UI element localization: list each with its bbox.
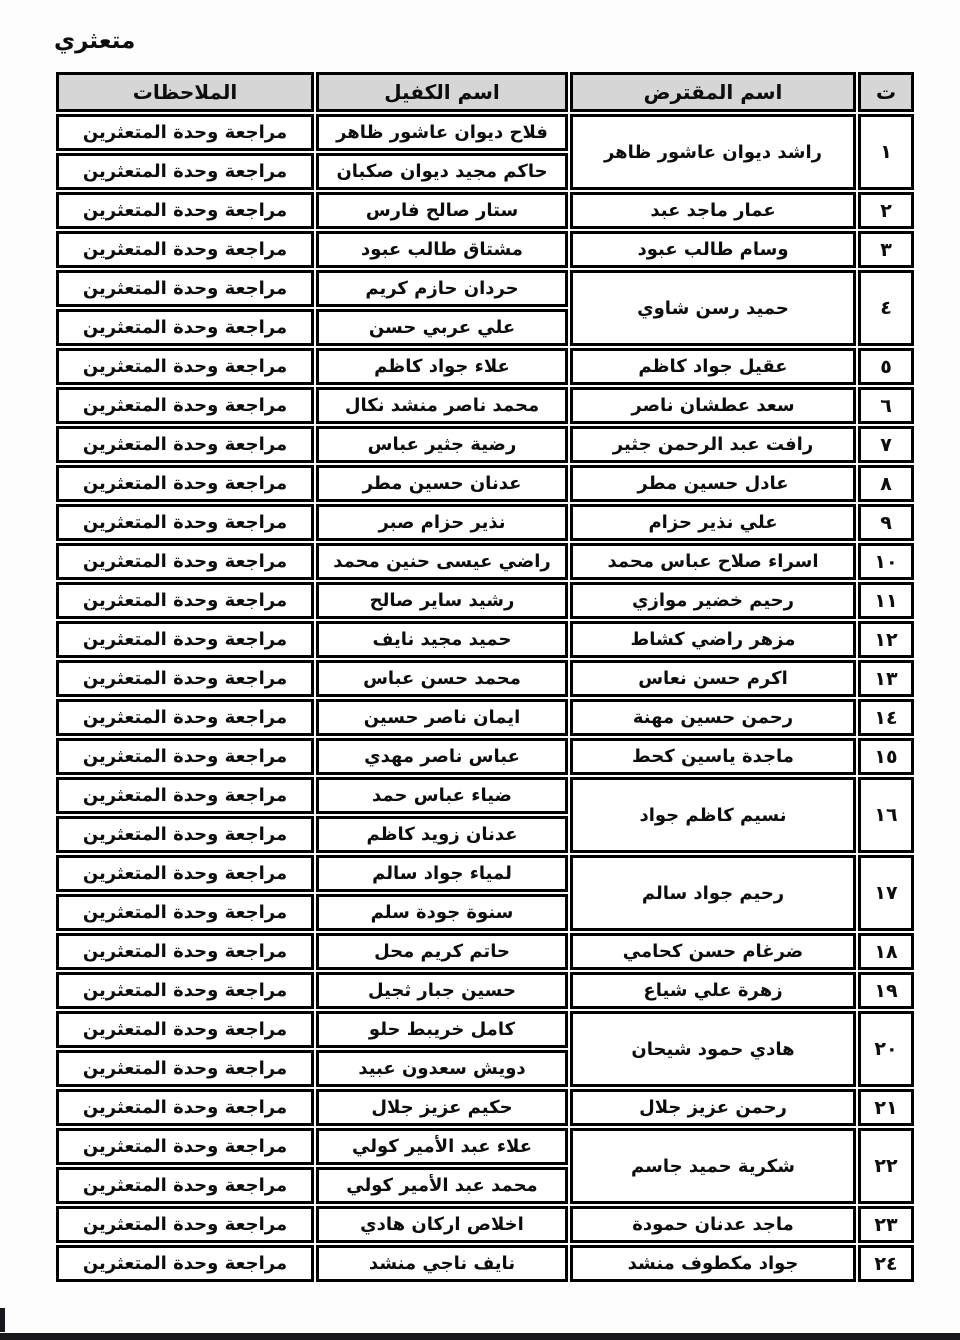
notes-cell: مراجعة وحدة المتعثرين bbox=[56, 153, 314, 190]
notes-cell: مراجعة وحدة المتعثرين bbox=[56, 1167, 314, 1204]
borrower-name-cell: عقيل جواد كاظم bbox=[570, 348, 856, 385]
guarantor-name-cell: ستار صالح فارس bbox=[316, 192, 568, 229]
guarantor-name-cell: علاء جواد كاظم bbox=[316, 348, 568, 385]
row-number-cell: ١٢ bbox=[858, 621, 914, 658]
borrower-name-cell: اسراء صلاح عباس محمد bbox=[570, 543, 856, 580]
column-header-guarantor: اسم الكفيل bbox=[316, 72, 568, 112]
guarantor-name-cell: محمد عبد الأمير كولي bbox=[316, 1167, 568, 1204]
row-number-cell: ٢٤ bbox=[858, 1245, 914, 1282]
row-number-cell: ١٤ bbox=[858, 699, 914, 736]
table-row bbox=[56, 387, 914, 424]
guarantor-name-cell: علاء عبد الأمير كولي bbox=[316, 1128, 568, 1165]
table-row bbox=[56, 1206, 914, 1243]
guarantor-name-cell: سنوة جودة سلم bbox=[316, 894, 568, 931]
row-number-cell: ١٩ bbox=[858, 972, 914, 1009]
row-number-cell: ٥ bbox=[858, 348, 914, 385]
notes-cell: مراجعة وحدة المتعثرين bbox=[56, 504, 314, 541]
table-row bbox=[56, 972, 914, 1009]
borrower-name-cell: ماجد عدنان حمودة bbox=[570, 1206, 856, 1243]
table-row bbox=[56, 1245, 914, 1282]
table-row bbox=[56, 933, 914, 970]
row-number-cell: ١٨ bbox=[858, 933, 914, 970]
row-number-cell: ١٧ bbox=[858, 855, 914, 931]
borrower-name-cell: ضرغام حسن كحامي bbox=[570, 933, 856, 970]
borrower-name-cell: وسام طالب عبود bbox=[570, 231, 856, 268]
page-title: متعثري bbox=[54, 28, 136, 54]
borrower-name-cell: شكرية حميد جاسم bbox=[570, 1128, 856, 1204]
guarantor-name-cell: لمياء جواد سالم bbox=[316, 855, 568, 892]
borrower-name-cell: رحيم خضير موازي bbox=[570, 582, 856, 619]
borrower-name-cell: عمار ماجد عبد bbox=[570, 192, 856, 229]
table-body bbox=[56, 114, 914, 1282]
guarantor-name-cell: دويش سعدون عبيد bbox=[316, 1050, 568, 1087]
notes-cell: مراجعة وحدة المتعثرين bbox=[56, 660, 314, 697]
borrower-name-cell: زهرة علي شياع bbox=[570, 972, 856, 1009]
row-number-cell: ٢ bbox=[858, 192, 914, 229]
guarantor-name-cell: ضياء عباس حمد bbox=[316, 777, 568, 814]
notes-cell: مراجعة وحدة المتعثرين bbox=[56, 270, 314, 307]
table-row bbox=[56, 699, 914, 736]
borrower-name-cell: رحمن عزيز جلال bbox=[570, 1089, 856, 1126]
notes-cell: مراجعة وحدة المتعثرين bbox=[56, 348, 314, 385]
guarantor-name-cell: عدنان حسين مطر bbox=[316, 465, 568, 502]
table-row bbox=[56, 426, 914, 463]
row-number-cell: ٢١ bbox=[858, 1089, 914, 1126]
borrower-name-cell: اكرم حسن نعاس bbox=[570, 660, 856, 697]
notes-cell: مراجعة وحدة المتعثرين bbox=[56, 387, 314, 424]
notes-cell: مراجعة وحدة المتعثرين bbox=[56, 426, 314, 463]
notes-cell: مراجعة وحدة المتعثرين bbox=[56, 777, 314, 814]
notes-cell: مراجعة وحدة المتعثرين bbox=[56, 582, 314, 619]
column-header-no: ت bbox=[858, 72, 914, 112]
notes-cell: مراجعة وحدة المتعثرين bbox=[56, 816, 314, 853]
borrower-name-cell: جواد مكطوف منشد bbox=[570, 1245, 856, 1282]
table-row bbox=[56, 777, 914, 814]
table-row bbox=[56, 465, 914, 502]
notes-cell: مراجعة وحدة المتعثرين bbox=[56, 699, 314, 736]
borrower-name-cell: سعد عطشان ناصر bbox=[570, 387, 856, 424]
notes-cell: مراجعة وحدة المتعثرين bbox=[56, 894, 314, 931]
borrower-name-cell: عادل حسين مطر bbox=[570, 465, 856, 502]
guarantor-name-cell: فلاح ديوان عاشور ظاهر bbox=[316, 114, 568, 151]
row-number-cell: ١٥ bbox=[858, 738, 914, 775]
borrower-name-cell: ماجدة ياسين كحط bbox=[570, 738, 856, 775]
guarantor-name-cell: عدنان زويد كاظم bbox=[316, 816, 568, 853]
table-row bbox=[56, 738, 914, 775]
row-number-cell: ٩ bbox=[858, 504, 914, 541]
table-row bbox=[56, 1128, 914, 1165]
table-row bbox=[56, 192, 914, 229]
notes-cell: مراجعة وحدة المتعثرين bbox=[56, 1245, 314, 1282]
notes-cell: مراجعة وحدة المتعثرين bbox=[56, 1011, 314, 1048]
row-number-cell: ١٠ bbox=[858, 543, 914, 580]
borrower-name-cell: هادي حمود شيحان bbox=[570, 1011, 856, 1087]
borrower-name-cell: نسيم كاظم جواد bbox=[570, 777, 856, 853]
guarantor-name-cell: محمد حسن عباس bbox=[316, 660, 568, 697]
guarantor-name-cell: حاكم مجيد ديوان صكبان bbox=[316, 153, 568, 190]
defaulters-table bbox=[54, 70, 916, 1284]
notes-cell: مراجعة وحدة المتعثرين bbox=[56, 231, 314, 268]
borrower-name-cell: علي نذير حزام bbox=[570, 504, 856, 541]
header-row bbox=[56, 72, 914, 112]
notes-cell: مراجعة وحدة المتعثرين bbox=[56, 114, 314, 151]
guarantor-name-cell: حميد مجيد نايف bbox=[316, 621, 568, 658]
borrower-name-cell: رحمن حسين مهنة bbox=[570, 699, 856, 736]
row-number-cell: ٢٠ bbox=[858, 1011, 914, 1087]
guarantor-name-cell: رضية جثير عباس bbox=[316, 426, 568, 463]
notes-cell: مراجعة وحدة المتعثرين bbox=[56, 933, 314, 970]
guarantor-name-cell: محمد ناصر منشد نكال bbox=[316, 387, 568, 424]
row-number-cell: ١١ bbox=[858, 582, 914, 619]
borrower-name-cell: حميد رسن شاوي bbox=[570, 270, 856, 346]
table-row bbox=[56, 114, 914, 151]
notes-cell: مراجعة وحدة المتعثرين bbox=[56, 1128, 314, 1165]
notes-cell: مراجعة وحدة المتعثرين bbox=[56, 465, 314, 502]
guarantor-name-cell: رشيد ساير صالح bbox=[316, 582, 568, 619]
row-number-cell: ١ bbox=[858, 114, 914, 190]
guarantor-name-cell: نذير حزام صبر bbox=[316, 504, 568, 541]
guarantor-name-cell: مشتاق طالب عبود bbox=[316, 231, 568, 268]
row-number-cell: ٢٢ bbox=[858, 1128, 914, 1204]
table-row bbox=[56, 1089, 914, 1126]
row-number-cell: ٤ bbox=[858, 270, 914, 346]
table-row bbox=[56, 1011, 914, 1048]
row-number-cell: ٢٣ bbox=[858, 1206, 914, 1243]
table-row bbox=[56, 348, 914, 385]
guarantor-name-cell: نايف ناجي منشد bbox=[316, 1245, 568, 1282]
notes-cell: مراجعة وحدة المتعثرين bbox=[56, 543, 314, 580]
guarantor-name-cell: حسين جبار ثجيل bbox=[316, 972, 568, 1009]
notes-cell: مراجعة وحدة المتعثرين bbox=[56, 738, 314, 775]
guarantor-name-cell: علي عربي حسن bbox=[316, 309, 568, 346]
guarantor-name-cell: كامل خريبط حلو bbox=[316, 1011, 568, 1048]
table-row bbox=[56, 582, 914, 619]
notes-cell: مراجعة وحدة المتعثرين bbox=[56, 1089, 314, 1126]
notes-cell: مراجعة وحدة المتعثرين bbox=[56, 855, 314, 892]
column-header-notes: الملاحظات bbox=[56, 72, 314, 112]
notes-cell: مراجعة وحدة المتعثرين bbox=[56, 972, 314, 1009]
notes-cell: مراجعة وحدة المتعثرين bbox=[56, 309, 314, 346]
guarantor-name-cell: اخلاص اركان هادي bbox=[316, 1206, 568, 1243]
notes-cell: مراجعة وحدة المتعثرين bbox=[56, 192, 314, 229]
table-row bbox=[56, 504, 914, 541]
table-row bbox=[56, 621, 914, 658]
row-number-cell: ٦ bbox=[858, 387, 914, 424]
column-header-borrower: اسم المقترض bbox=[570, 72, 856, 112]
borrower-name-cell: رحيم جواد سالم bbox=[570, 855, 856, 931]
borrower-name-cell: راشد ديوان عاشور ظاهر bbox=[570, 114, 856, 190]
notes-cell: مراجعة وحدة المتعثرين bbox=[56, 1206, 314, 1243]
row-number-cell: ٨ bbox=[858, 465, 914, 502]
guarantor-name-cell: حكيم عزيز جلال bbox=[316, 1089, 568, 1126]
bottom-scan-bar bbox=[0, 1333, 960, 1340]
notes-cell: مراجعة وحدة المتعثرين bbox=[56, 1050, 314, 1087]
table-row bbox=[56, 543, 914, 580]
table-row bbox=[56, 660, 914, 697]
table-header bbox=[56, 72, 914, 112]
table-row bbox=[56, 231, 914, 268]
notes-cell: مراجعة وحدة المتعثرين bbox=[56, 621, 314, 658]
table-row bbox=[56, 270, 914, 307]
guarantor-name-cell: ايمان ناصر حسين bbox=[316, 699, 568, 736]
row-number-cell: ٣ bbox=[858, 231, 914, 268]
row-number-cell: ١٦ bbox=[858, 777, 914, 853]
table-row bbox=[56, 855, 914, 892]
guarantor-name-cell: عباس ناصر مهدي bbox=[316, 738, 568, 775]
guarantor-name-cell: حردان حازم كريم bbox=[316, 270, 568, 307]
scan-artifact-mark bbox=[0, 1308, 5, 1332]
borrower-name-cell: مزهر راضي كشاط bbox=[570, 621, 856, 658]
borrower-name-cell: رافت عبد الرحمن جثير bbox=[570, 426, 856, 463]
row-number-cell: ٧ bbox=[858, 426, 914, 463]
guarantor-name-cell: راضي عيسى حنين محمد bbox=[316, 543, 568, 580]
guarantor-name-cell: حاتم كريم محل bbox=[316, 933, 568, 970]
row-number-cell: ١٣ bbox=[858, 660, 914, 697]
